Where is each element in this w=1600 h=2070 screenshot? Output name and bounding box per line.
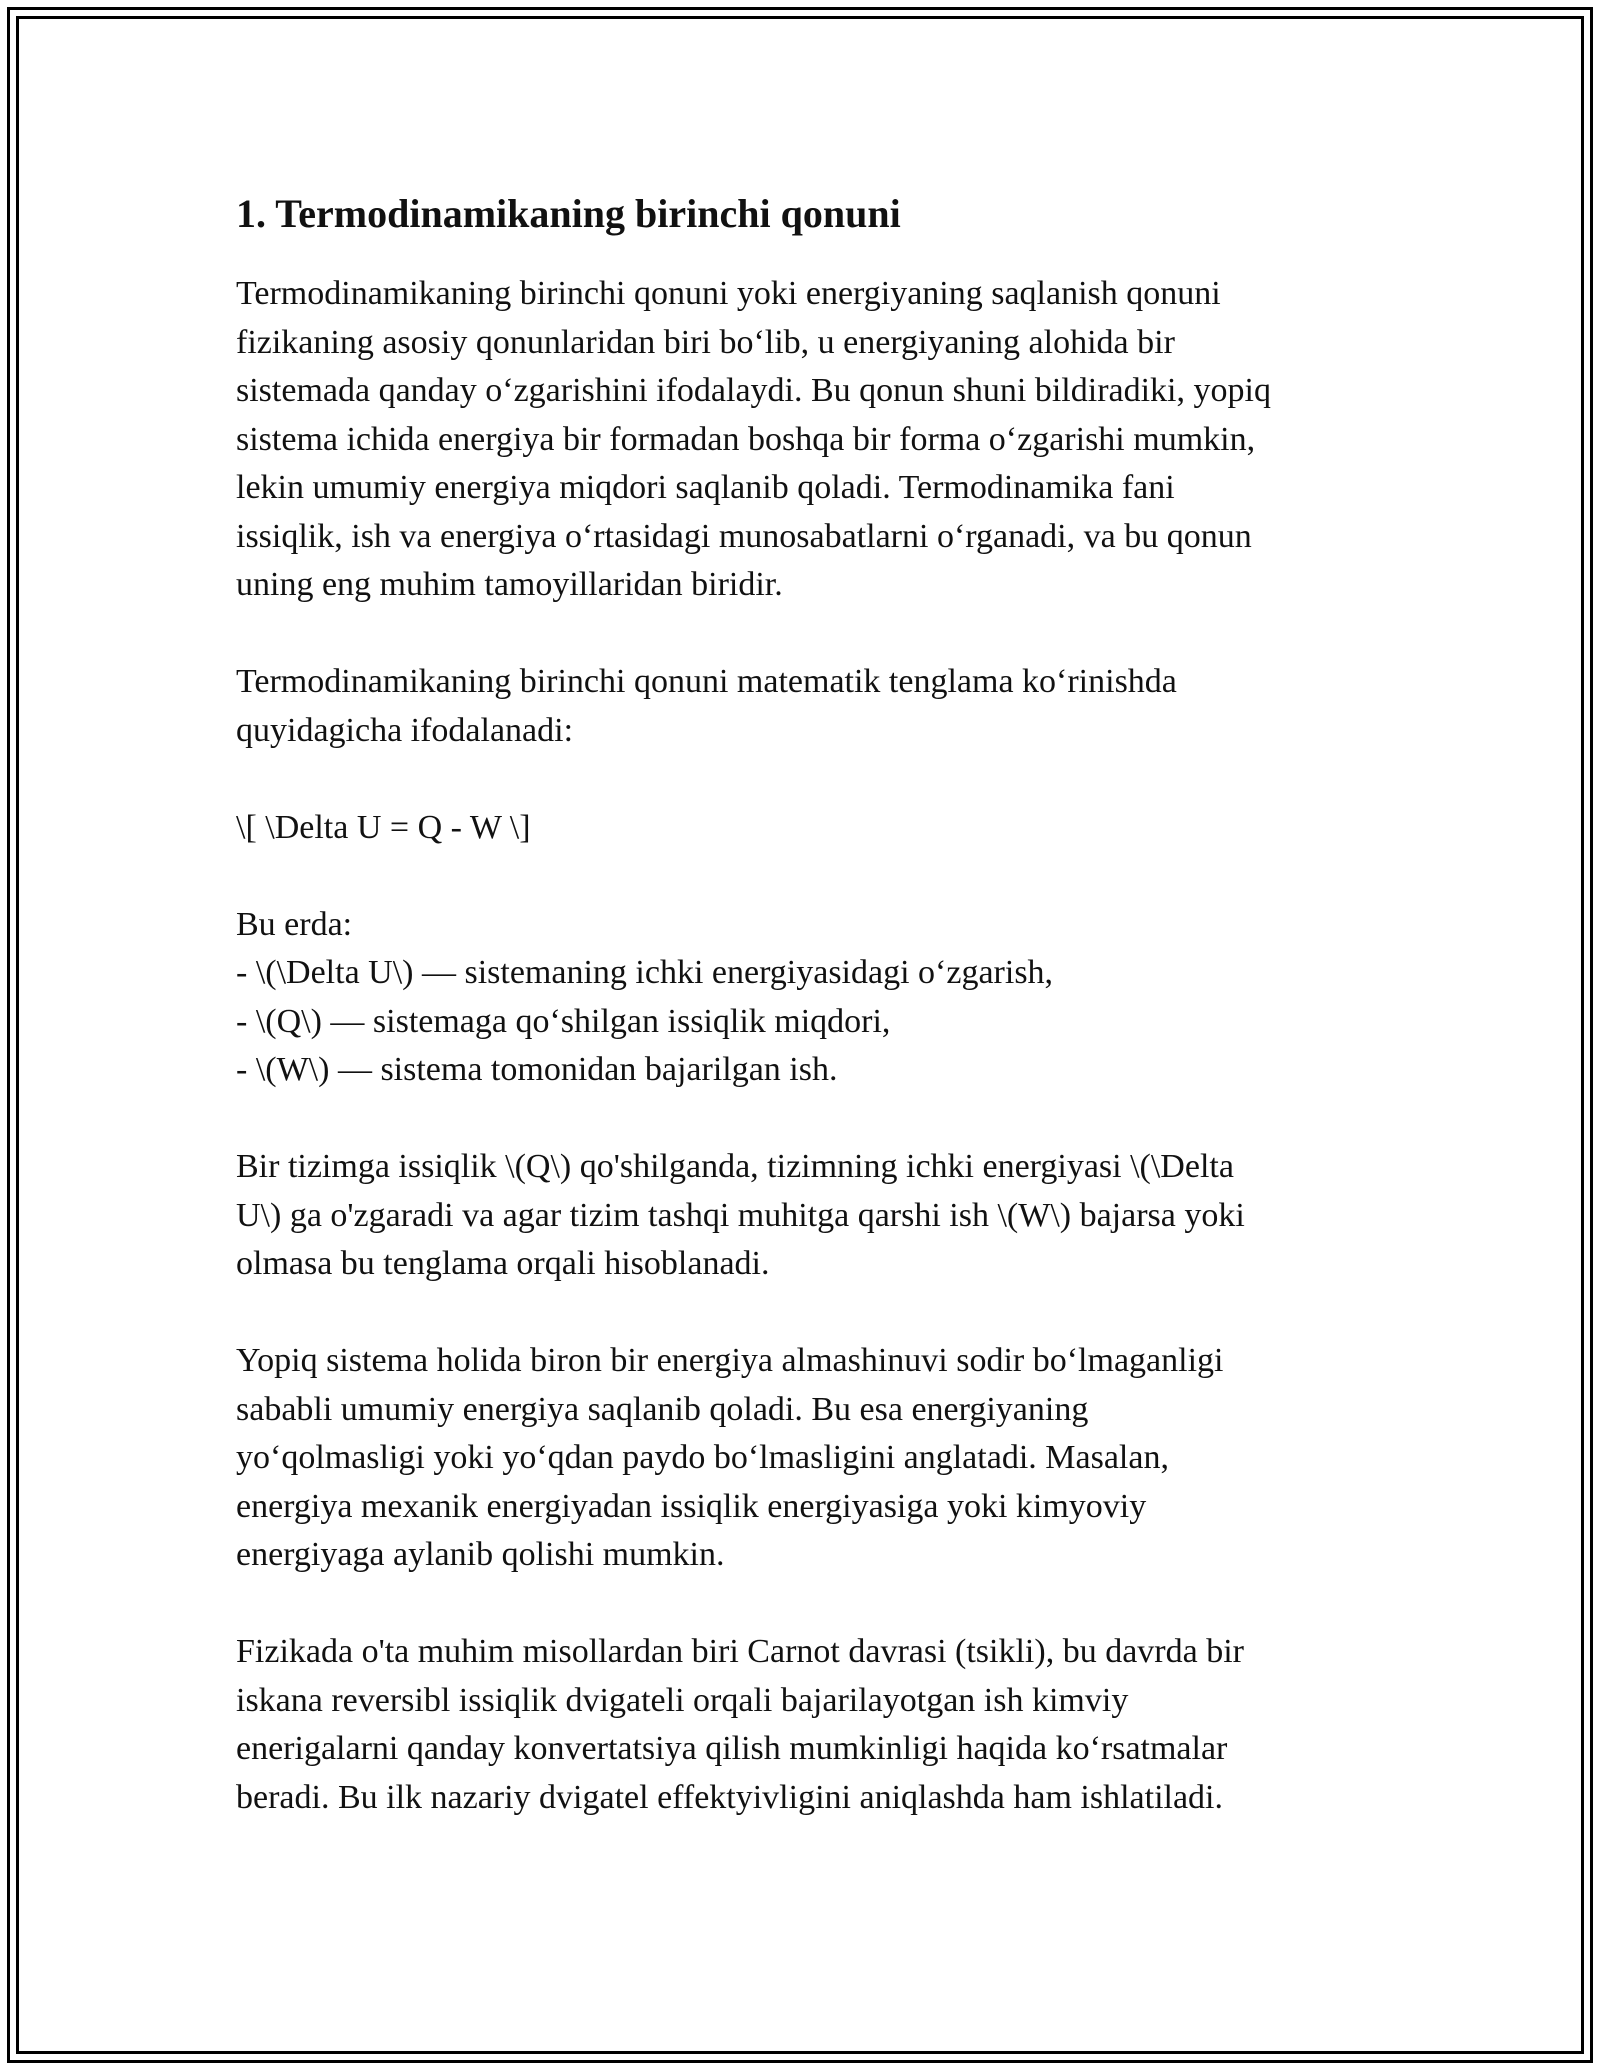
text-line: energiya mexanik energiyadan issiqlik energiyasiga yoki kimyoviy: [236, 1487, 1147, 1525]
text-line: olmasa bu tenglama orqali hisoblanadi.: [236, 1245, 770, 1282]
text-line: beradi. Bu ilk nazariy dvigatel effektyivligini aniqlashda ham ishlatiladi.: [236, 1778, 1223, 1816]
text-line: Termodinamikaning birinchi qonuni matematik tenglama ko‘rinishda: [236, 663, 1177, 700]
paragraph-intro: [236, 270, 1386, 610]
paragraph-explanation: [236, 1143, 1386, 1289]
text-line: quyidagicha ifodalanadi:: [236, 711, 574, 749]
document-body: [236, 186, 1386, 1822]
definitions-label: Bu erda:: [236, 905, 353, 943]
definition-item: - \(W\) — sistema tomonidan bajarilgan ish.: [236, 1051, 838, 1088]
definition-item: - \(Q\) — sistemaga qo‘shilgan issiqlik miqdori,: [236, 1002, 891, 1040]
text-line: issiqlik, ish va energiya o‘rtasidagi munosabatlarni o‘rganadi, va bu qonun: [236, 517, 1252, 555]
text-line: iskana reversibl issiqlik dvigateli orqali bajarilayotgan ish kimviy: [236, 1681, 1129, 1719]
variable-definitions: [236, 901, 1386, 1095]
text-line: sababli umumiy energiya saqlanib qoladi. Bu esa energiyaning: [236, 1390, 1089, 1428]
text-line: sistemada qanday o‘zgarishini ifodalaydi. Bu qonun shuni bildiradiki, yopiq: [236, 372, 1271, 409]
paragraph-formula-intro: [236, 658, 1386, 755]
text-line: sistema ichida energiya bir formadan boshqa bir forma o‘zgarishi mumkin,: [236, 420, 1256, 458]
section-heading: 1. Termodinamikaning birinchi qonuni: [236, 191, 901, 236]
text-line: uning eng muhim tamoyillaridan biridir.: [236, 566, 783, 603]
text-line: Fizikada o'ta muhim misollardan biri Carnot davrasi (tsikli), bu davrda bir: [236, 1633, 1244, 1670]
text-line: Termodinamikaning birinchi qonuni yoki energiyaning saqlanish qonuni: [236, 275, 1221, 312]
definition-item: - \(\Delta U\) — sistemaning ichki energiyasidagi o‘zgarish,: [236, 954, 1054, 991]
text-line: lekin umumiy energiya miqdori saqlanib qoladi. Termodinamika fani: [236, 469, 1175, 506]
paragraph-closed-system: [236, 1337, 1386, 1580]
text-line: enerigalarni qanday konvertatsiya qilish mumkinligi haqida ko‘rsatmalar: [236, 1730, 1228, 1767]
text-line: Bir tizimga issiqlik \(Q\) qo'shilganda, tizimning ichki energiyasi \(\Delta: [236, 1148, 1234, 1185]
equation-text: \[ \Delta U = Q - W \]: [236, 808, 531, 846]
paragraph-carnot: [236, 1628, 1386, 1822]
equation: [236, 804, 1386, 853]
text-line: Yopiq sistema holida biron bir energiya almashinuvi sodir bo‘lmaganligi: [236, 1342, 1224, 1379]
text-line: yo‘qolmasligi yoki yo‘qdan paydo bo‘lmasligini anglatadi. Masalan,: [236, 1439, 1169, 1476]
text-line: U\) ga o'zgaradi va agar tizim tashqi muhitga qarshi ish \(W\) bajarsa yoki: [236, 1196, 1245, 1234]
text-line: fizikaning asosiy qonunlaridan biri bo‘lib, u energiyaning alohida bir: [236, 323, 1175, 361]
text-line: energiyaga aylanib qolishi mumkin.: [236, 1536, 725, 1573]
